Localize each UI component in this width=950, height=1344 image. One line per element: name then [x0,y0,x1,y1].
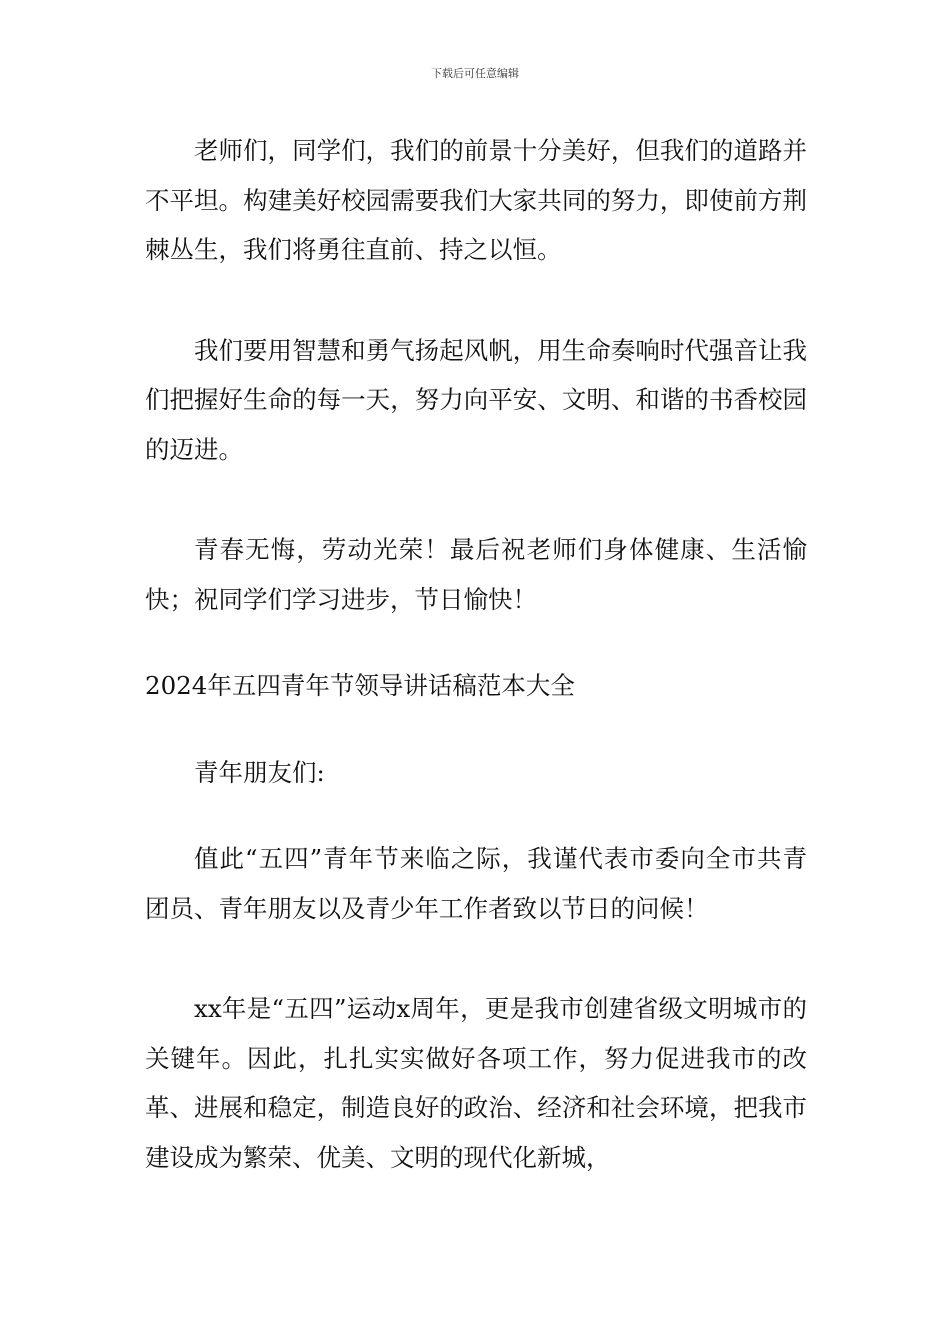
section-title: 2024年五四青年节领导讲话稿范本大全 [145,671,575,700]
paragraph-anniversary: xx年是“五四”运动x周年，更是我市创建省级文明城市的关键年。因此，扎扎实实做好各项工作，努力促进我市的改革、进展和稳定，制造良好的政治、经济和社会环境，把我市建设成为繁荣、优美、文明的现代化新城， [145,994,807,1172]
document-body [145,126,807,1182]
paragraph-closing-outlook: 老师们，同学们，我们的前景十分美好，但我们的道路并不平坦。构建美好校园需要我们大家共同的努力，即使前方荆棘丛生，我们将勇往直前、持之以恒。 [145,136,807,264]
paragraph-greeting: 值此“五四”青年节来临之际，我谨代表市委向全市共青团员、青年朋友以及青少年工作者致以节日的问候！ [145,844,807,923]
paragraph-sail-forward: 我们要用智慧和勇气扬起风帆，用生命奏响时代强音让我们把握好生命的每一天，努力向平安、文明、和谐的书香校园的迈进。 [145,335,807,464]
paragraph-wishes: 青春无悔，劳动光荣！最后祝老师们身体健康、生活愉快；祝同学们学习进步，节日愉快！ [145,535,807,614]
paragraph-salutation: 青年朋友们: [194,757,325,787]
page-header: 下载后可任意编辑 [431,67,519,80]
